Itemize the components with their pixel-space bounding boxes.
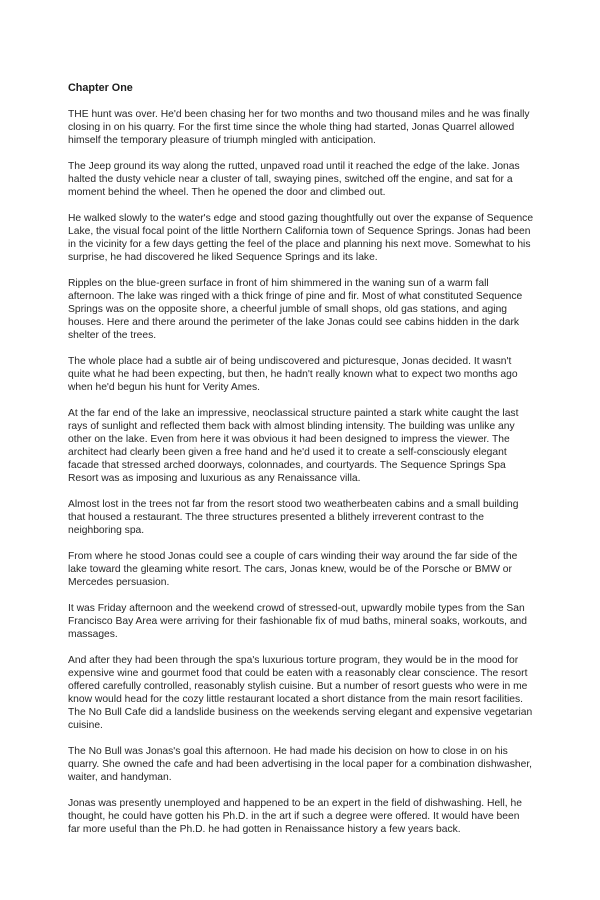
paragraph: THE hunt was over. He'd been chasing her for two months and two thousand miles and he was finally closing in on his quarry. For the first time since the whole thing had started, Jonas Quarrel allowed himself the temporary pleasure of triumph mingled with anticipation. (68, 109, 530, 146)
paragraph: Jonas was presently unemployed and happened to be an expert in the field of dishwashing. Hell, he thought, he could have gotten his Ph.D. in the art if such a degree were offered. It would have been far more useful than the Ph.D. he had gotten in Renaissance history a few years back. (68, 798, 522, 835)
paragraph: The No Bull was Jonas's goal this afternoon. He had made his decision on how to close in on his quarry. She owned the cafe and had been advertising in the local paper for a combination dishwasher, waiter, and handyman. (68, 746, 533, 783)
paragraph: It was Friday afternoon and the weekend crowd of stressed-out, upwardly mobile types from the San Francisco Bay Area were arriving for their fashionable fix of mud baths, mineral soaks, workouts, and massages. (68, 603, 527, 640)
paragraph: He walked slowly to the water's edge and stood gazing thoughtfully out over the expanse of Sequence Lake, the visual focal point of the little Northern California town of Sequence Springs. Jonas had been in the vicinity for a few days getting the feel of the place and planning his next move. Somewhat to his surprise, he had discovered he liked Sequence Springs and its lake. (68, 213, 534, 263)
paragraph: And after they had been through the spa's luxurious torture program, they would be in the mood for expensive wine and gourmet food that could be eaten with a reasonably clear conscience. The resort offered carefully controlled, reasonably stylish cuisine. But a number of resort guests who were in me know would head for the cozy little restaurant located a short distance from the main resort facilities. The No Bull Cafe did a landslide business on the weekends serving elegant and expensive vegetarian cuisine. (68, 655, 533, 731)
paragraph: The Jeep ground its way along the rutted, unpaved road until it reached the edge of the lake. Jonas halted the dusty vehicle near a cluster of tall, swaying pines, switched off the engine, and sat for a moment behind the wheel. Then he opened the door and climbed out. (68, 161, 520, 198)
paragraph: From where he stood Jonas could see a couple of cars winding their way around the far side of the lake toward the gleaming white resort. The cars, Jonas knew, would be of the Porsche or BMW or Mercedes persuasion. (68, 551, 518, 588)
paragraph: At the far end of the lake an impressive, neoclassical structure painted a stark white caught the last rays of sunlight and reflected them back with almost blinding intensity. The building was unlike any other on the lake. Even from here it was obvious it had been designed to impress the viewer. The architect had clearly been given a free hand and he'd used it to create a self-consciously elegant facade that stressed arched doorways, colonnades, and courtyards. The Sequence Springs Spa Resort was as imposing and luxurious as any Renaissance villa. (68, 408, 519, 484)
page-content (68, 82, 534, 849)
paragraph: Ripples on the blue-green surface in front of him shimmered in the waning sun of a warm fall afternoon. The lake was ringed with a thick fringe of pine and fir. Most of what constituted Sequence Springs was on the opposite shore, a cheerful jumble of small shops, old gas stations, and aging houses. Here and there around the perimeter of the lake Jonas could see cabins hidden in the dark shelter of the trees. (68, 278, 523, 341)
chapter-heading: Chapter One (68, 82, 133, 94)
paragraph: Almost lost in the trees not far from the resort stood two weatherbeaten cabins and a small building that housed a restaurant. The three structures presented a blithely irreverent contrast to the neighboring spa. (68, 499, 519, 536)
paragraph: The whole place had a subtle air of being undiscovered and picturesque, Jonas decided. It wasn't quite what he had been expecting, but then, he hadn't really known what to expect two months ago when he'd begun his hunt for Verity Ames. (68, 356, 518, 393)
